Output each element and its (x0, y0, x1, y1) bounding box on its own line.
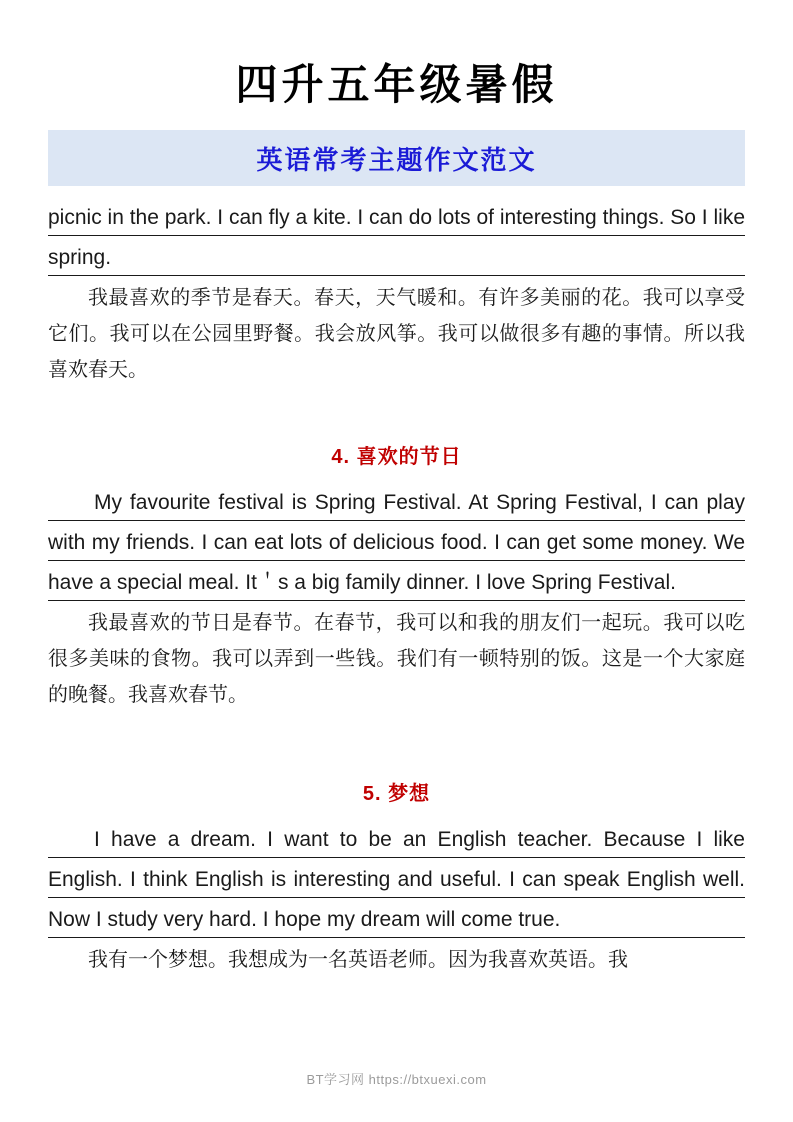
english-paragraph: My favourite festival is Spring Festival. At Spring Festival, I can play with my friends. I can eat lots of delicious food. I can get some money. We have a special meal. It＇s a big family dinner. I love Spring Festival. (48, 483, 745, 603)
document-body (48, 198, 745, 978)
english-paragraph: picnic in the park. I can fly a kite. I can do lots of interesting things. So I like spring. (48, 198, 745, 278)
footer-watermark: BT学习网 https://btxuexi.com (306, 1072, 487, 1087)
chinese-paragraph: 我最喜欢的节日是春节。在春节，我可以和我的朋友们一起玩。我可以吃很多美味的食物。我可以弄到一些钱。我们有一顿特别的饭。这是一个大家庭的晚餐。我喜欢春节。 (48, 612, 745, 707)
section-spring-continued (48, 198, 745, 388)
section-heading: 5. 梦想 (362, 783, 431, 806)
chinese-paragraph: 我有一个梦想。我想成为一名英语老师。因为我喜欢英语。我 (88, 949, 628, 972)
section-dream (48, 777, 745, 978)
subtitle-banner (48, 130, 745, 186)
section-heading: 4. 喜欢的节日 (331, 446, 462, 469)
english-paragraph: I have a dream. I want to be an English teacher. Because I like English. I think English is interesting and useful. I can speak English well. Now I study very hard. I hope my dream will come true. (48, 820, 745, 940)
chinese-paragraph: 我最喜欢的季节是春天。春天，天气暖和。有许多美丽的花。我可以享受它们。我可以在公园里野餐。我会放风筝。我可以做很多有趣的事情。所以我喜欢春天。 (48, 287, 745, 382)
page-title: 四升五年级暑假 (235, 63, 558, 109)
section-favourite-festival (48, 440, 745, 713)
section-spacer (48, 713, 745, 747)
section-spacer (48, 388, 745, 410)
subtitle-text: 英语常考主题作文范文 (256, 145, 537, 175)
